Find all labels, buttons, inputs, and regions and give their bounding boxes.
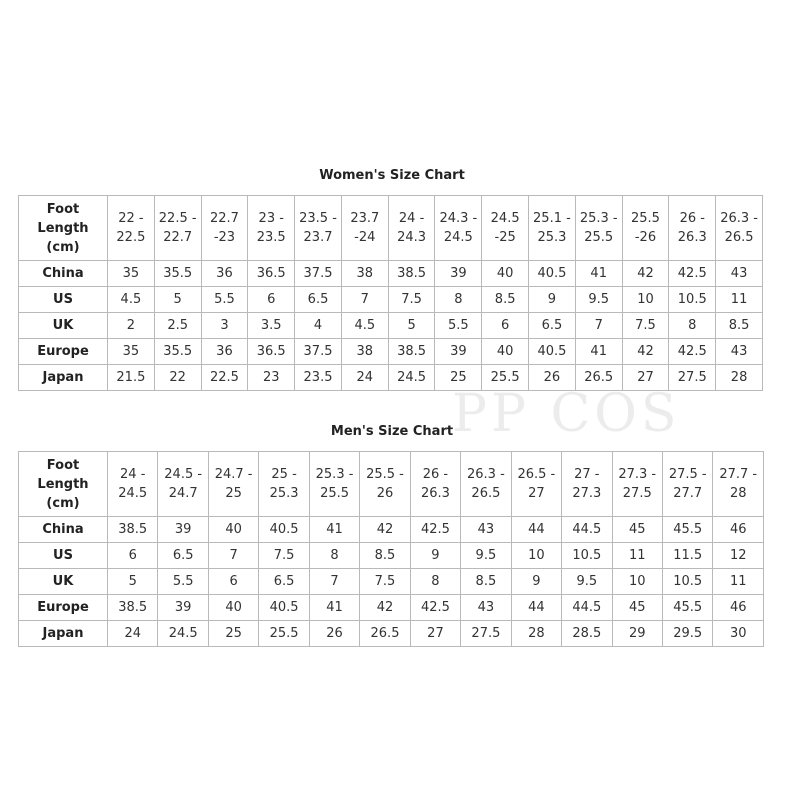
size-value-cell: 39 xyxy=(158,517,208,543)
size-value-cell: 42 xyxy=(360,517,410,543)
size-value-cell: 6 xyxy=(482,313,529,339)
size-value-cell: 9 xyxy=(529,287,576,313)
size-value-cell: 11 xyxy=(713,569,764,595)
table-row xyxy=(19,517,764,543)
size-value-cell: 27 xyxy=(622,365,669,391)
size-value-cell: 35 xyxy=(108,339,155,365)
size-value-cell: 6 xyxy=(108,543,158,569)
foot-length-range: 22.7 -23 xyxy=(201,196,248,261)
size-value-cell: 39 xyxy=(435,339,482,365)
size-value-cell: 22 xyxy=(154,365,201,391)
size-value-cell: 40 xyxy=(208,517,258,543)
size-value-cell: 42 xyxy=(622,339,669,365)
size-value-cell: 35.5 xyxy=(154,261,201,287)
size-value-cell: 42.5 xyxy=(669,261,716,287)
foot-length-range: 25.5 -26 xyxy=(622,196,669,261)
size-value-cell: 8.5 xyxy=(716,313,763,339)
size-value-cell: 10.5 xyxy=(562,543,612,569)
size-system-label: China xyxy=(19,517,108,543)
size-value-cell: 8.5 xyxy=(461,569,511,595)
size-value-cell: 35.5 xyxy=(154,339,201,365)
size-value-cell: 43 xyxy=(716,339,763,365)
size-value-cell: 44.5 xyxy=(562,595,612,621)
men-size-table xyxy=(18,451,764,647)
size-value-cell: 23.5 xyxy=(295,365,342,391)
size-value-cell: 35 xyxy=(108,261,155,287)
size-value-cell: 38.5 xyxy=(388,261,435,287)
foot-length-header: Foot Length (cm) xyxy=(19,196,108,261)
table-row xyxy=(19,621,764,647)
foot-length-range: 25.1 - 25.3 xyxy=(529,196,576,261)
size-value-cell: 36.5 xyxy=(248,261,295,287)
foot-length-range: 24.5 - 24.7 xyxy=(158,452,208,517)
size-value-cell: 11 xyxy=(612,543,662,569)
table-row xyxy=(19,261,763,287)
size-value-cell: 38.5 xyxy=(388,339,435,365)
size-value-cell: 40.5 xyxy=(259,595,309,621)
size-value-cell: 42 xyxy=(622,261,669,287)
size-value-cell: 44 xyxy=(511,595,561,621)
foot-length-range: 26 - 26.3 xyxy=(410,452,460,517)
size-value-cell: 7 xyxy=(575,313,622,339)
size-value-cell: 43 xyxy=(716,261,763,287)
size-value-cell: 38.5 xyxy=(108,517,158,543)
size-value-cell: 38 xyxy=(341,261,388,287)
size-value-cell: 28.5 xyxy=(562,621,612,647)
size-value-cell: 7.5 xyxy=(360,569,410,595)
size-value-cell: 8 xyxy=(410,569,460,595)
size-value-cell: 6.5 xyxy=(295,287,342,313)
size-value-cell: 9 xyxy=(511,569,561,595)
table-row xyxy=(19,569,764,595)
foot-length-range: 27.3 - 27.5 xyxy=(612,452,662,517)
size-value-cell: 26.5 xyxy=(360,621,410,647)
table-row xyxy=(19,595,764,621)
size-value-cell: 36 xyxy=(201,261,248,287)
size-value-cell: 25 xyxy=(208,621,258,647)
size-value-cell: 5 xyxy=(108,569,158,595)
size-value-cell: 3 xyxy=(201,313,248,339)
foot-length-header: Foot Length (cm) xyxy=(19,452,108,517)
size-value-cell: 6.5 xyxy=(158,543,208,569)
size-value-cell: 6 xyxy=(208,569,258,595)
foot-length-range: 22 - 22.5 xyxy=(108,196,155,261)
foot-length-range: 24.3 - 24.5 xyxy=(435,196,482,261)
table-row xyxy=(19,287,763,313)
size-value-cell: 42 xyxy=(360,595,410,621)
foot-length-range: 22.5 - 22.7 xyxy=(154,196,201,261)
size-value-cell: 45.5 xyxy=(662,517,712,543)
size-value-cell: 40 xyxy=(208,595,258,621)
size-value-cell: 40 xyxy=(482,339,529,365)
foot-length-range: 26.5 - 27 xyxy=(511,452,561,517)
foot-length-range: 24 - 24.3 xyxy=(388,196,435,261)
foot-length-range: 25 - 25.3 xyxy=(259,452,309,517)
size-value-cell: 45.5 xyxy=(662,595,712,621)
size-value-cell: 7.5 xyxy=(388,287,435,313)
size-value-cell: 29.5 xyxy=(662,621,712,647)
size-value-cell: 43 xyxy=(461,595,511,621)
foot-length-range: 25.3 - 25.5 xyxy=(309,452,359,517)
size-value-cell: 10.5 xyxy=(669,287,716,313)
size-value-cell: 2.5 xyxy=(154,313,201,339)
size-value-cell: 37.5 xyxy=(295,261,342,287)
size-value-cell: 39 xyxy=(158,595,208,621)
table-row xyxy=(19,543,764,569)
size-value-cell: 4.5 xyxy=(108,287,155,313)
size-value-cell: 6.5 xyxy=(529,313,576,339)
size-value-cell: 7 xyxy=(341,287,388,313)
size-value-cell: 40.5 xyxy=(529,261,576,287)
size-system-label: Japan xyxy=(19,621,108,647)
foot-length-range: 23 - 23.5 xyxy=(248,196,295,261)
size-value-cell: 41 xyxy=(575,261,622,287)
size-value-cell: 7.5 xyxy=(622,313,669,339)
size-value-cell: 11.5 xyxy=(662,543,712,569)
foot-length-range: 27.5 - 27.7 xyxy=(662,452,712,517)
size-value-cell: 23 xyxy=(248,365,295,391)
table-row xyxy=(19,313,763,339)
size-value-cell: 6 xyxy=(248,287,295,313)
foot-length-range: 26.3 - 26.5 xyxy=(461,452,511,517)
size-value-cell: 2 xyxy=(108,313,155,339)
foot-length-range: 25.3 - 25.5 xyxy=(575,196,622,261)
table-header-row xyxy=(19,196,763,261)
size-value-cell: 8 xyxy=(309,543,359,569)
size-value-cell: 24 xyxy=(108,621,158,647)
size-value-cell: 10 xyxy=(511,543,561,569)
size-value-cell: 42.5 xyxy=(410,595,460,621)
size-value-cell: 26.5 xyxy=(575,365,622,391)
size-value-cell: 42.5 xyxy=(669,339,716,365)
size-value-cell: 25.5 xyxy=(482,365,529,391)
size-value-cell: 10.5 xyxy=(662,569,712,595)
foot-length-range: 26 - 26.3 xyxy=(669,196,716,261)
size-value-cell: 41 xyxy=(309,517,359,543)
size-value-cell: 5.5 xyxy=(158,569,208,595)
size-value-cell: 3.5 xyxy=(248,313,295,339)
size-value-cell: 44.5 xyxy=(562,517,612,543)
women-size-table xyxy=(18,195,763,391)
size-value-cell: 28 xyxy=(716,365,763,391)
size-value-cell: 39 xyxy=(435,261,482,287)
size-value-cell: 11 xyxy=(716,287,763,313)
women-size-chart-title: Women's Size Chart xyxy=(319,168,465,183)
size-value-cell: 7 xyxy=(309,569,359,595)
size-system-label: China xyxy=(19,261,108,287)
size-system-label: US xyxy=(19,287,108,313)
foot-length-range: 24.5 -25 xyxy=(482,196,529,261)
table-row xyxy=(19,339,763,365)
size-value-cell: 5.5 xyxy=(201,287,248,313)
table-row xyxy=(19,365,763,391)
size-value-cell: 22.5 xyxy=(201,365,248,391)
size-value-cell: 12 xyxy=(713,543,764,569)
size-value-cell: 37.5 xyxy=(295,339,342,365)
size-value-cell: 8.5 xyxy=(482,287,529,313)
size-value-cell: 25.5 xyxy=(259,621,309,647)
size-value-cell: 45 xyxy=(612,517,662,543)
size-value-cell: 41 xyxy=(309,595,359,621)
size-value-cell: 5 xyxy=(388,313,435,339)
size-value-cell: 36.5 xyxy=(248,339,295,365)
size-value-cell: 46 xyxy=(713,595,764,621)
size-value-cell: 42.5 xyxy=(410,517,460,543)
table-header-row xyxy=(19,452,764,517)
size-value-cell: 27 xyxy=(410,621,460,647)
foot-length-range: 27.7 - 28 xyxy=(713,452,764,517)
foot-length-range: 27 - 27.3 xyxy=(562,452,612,517)
size-value-cell: 9.5 xyxy=(461,543,511,569)
size-value-cell: 27.5 xyxy=(669,365,716,391)
size-value-cell: 36 xyxy=(201,339,248,365)
size-value-cell: 24.5 xyxy=(158,621,208,647)
size-value-cell: 28 xyxy=(511,621,561,647)
foot-length-range: 23.5 - 23.7 xyxy=(295,196,342,261)
size-value-cell: 8.5 xyxy=(360,543,410,569)
size-value-cell: 40.5 xyxy=(529,339,576,365)
size-value-cell: 7 xyxy=(208,543,258,569)
size-value-cell: 26 xyxy=(309,621,359,647)
size-system-label: US xyxy=(19,543,108,569)
size-system-label: Europe xyxy=(19,595,108,621)
size-value-cell: 10 xyxy=(622,287,669,313)
size-value-cell: 4.5 xyxy=(341,313,388,339)
size-value-cell: 5 xyxy=(154,287,201,313)
size-value-cell: 30 xyxy=(713,621,764,647)
size-value-cell: 9.5 xyxy=(575,287,622,313)
size-value-cell: 38 xyxy=(341,339,388,365)
foot-length-range: 24.7 - 25 xyxy=(208,452,258,517)
size-value-cell: 8 xyxy=(669,313,716,339)
foot-length-range: 24 - 24.5 xyxy=(108,452,158,517)
size-value-cell: 26 xyxy=(529,365,576,391)
size-value-cell: 5.5 xyxy=(435,313,482,339)
watermark-text: PP COS xyxy=(452,384,681,444)
size-value-cell: 24 xyxy=(341,365,388,391)
size-value-cell: 9 xyxy=(410,543,460,569)
size-system-label: UK xyxy=(19,313,108,339)
foot-length-range: 26.3 - 26.5 xyxy=(716,196,763,261)
size-value-cell: 40 xyxy=(482,261,529,287)
size-value-cell: 46 xyxy=(713,517,764,543)
size-value-cell: 45 xyxy=(612,595,662,621)
size-system-label: UK xyxy=(19,569,108,595)
size-value-cell: 25 xyxy=(435,365,482,391)
size-value-cell: 10 xyxy=(612,569,662,595)
size-value-cell: 4 xyxy=(295,313,342,339)
size-value-cell: 8 xyxy=(435,287,482,313)
size-value-cell: 9.5 xyxy=(562,569,612,595)
size-system-label: Japan xyxy=(19,365,108,391)
foot-length-range: 25.5 - 26 xyxy=(360,452,410,517)
size-value-cell: 27.5 xyxy=(461,621,511,647)
size-value-cell: 21.5 xyxy=(108,365,155,391)
size-system-label: Europe xyxy=(19,339,108,365)
size-value-cell: 40.5 xyxy=(259,517,309,543)
size-value-cell: 6.5 xyxy=(259,569,309,595)
size-value-cell: 7.5 xyxy=(259,543,309,569)
size-value-cell: 41 xyxy=(575,339,622,365)
size-value-cell: 43 xyxy=(461,517,511,543)
size-value-cell: 44 xyxy=(511,517,561,543)
men-size-chart-title: Men's Size Chart xyxy=(330,424,454,439)
size-value-cell: 24.5 xyxy=(388,365,435,391)
foot-length-range: 23.7 -24 xyxy=(341,196,388,261)
size-value-cell: 38.5 xyxy=(108,595,158,621)
size-value-cell: 29 xyxy=(612,621,662,647)
